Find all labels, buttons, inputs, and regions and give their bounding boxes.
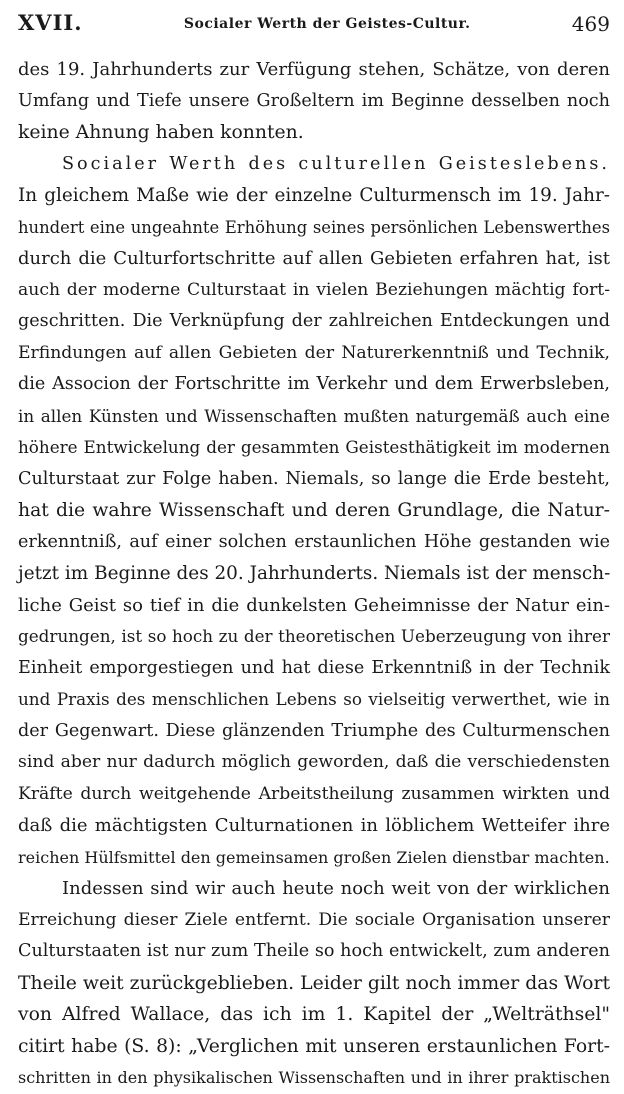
- text-line: von Alfred Wallace, das ich im 1. Kapitel der „Welträthsel": [18, 1004, 610, 1025]
- running-head: [18, 10, 610, 44]
- text-line: sind aber nur dadurch möglich geworden, daß die verschiedensten: [18, 752, 610, 772]
- text-line: durch die Culturfortschritte auf allen Gebieten erfahren hat, ist: [18, 248, 610, 269]
- text-line: Kräfte durch weitgehende Arbeitstheilung zusammen wirkten und: [18, 783, 610, 804]
- running-title: Socialer Werth der Geistes-Cultur.: [183, 16, 471, 32]
- text-line: Einheit emporgestiegen und hat diese Erkenntniß in der Technik: [18, 657, 610, 678]
- text-line: reichen Hülfsmittel den gemeinsamen großen Zielen dienstbar machten.: [18, 847, 610, 867]
- page-number: 469: [571, 12, 610, 36]
- text-line: und Praxis des menschlichen Lebens so vielseitig verwerthet, wie in: [18, 689, 610, 709]
- text-line: Indessen sind wir auch heute noch weit von der wirklichen: [62, 878, 610, 899]
- text-line: Erreichung dieser Ziele entfernt. Die sociale Organisation unserer: [18, 909, 610, 930]
- text-line: Theile weit zurückgeblieben. Leider gilt noch immer das Wort: [18, 972, 610, 994]
- text-line: Culturstaat zur Folge haben. Niemals, so lange die Erde besteht,: [18, 468, 610, 489]
- text-line: auch der moderne Culturstaat in vielen Beziehungen mächtig fort-: [18, 279, 610, 300]
- text-line: hundert eine ungeahnte Erhöhung seines persönlichen Lebenswerthes: [18, 217, 610, 237]
- text-line: der Gegenwart. Diese glänzenden Triumphe des Culturmenschen: [18, 720, 610, 741]
- text-line: Erfindungen auf allen Gebieten der Naturerkenntniß und Technik,: [18, 342, 610, 363]
- text-line: schritten in den physikalischen Wissenschaften und in ihrer praktischen: [18, 1068, 610, 1087]
- body-text: [18, 54, 610, 1094]
- chapter-number: XVII.: [18, 10, 83, 35]
- text-line: hat die wahre Wissenschaft und deren Grundlage, die Natur-: [18, 500, 610, 521]
- text-line: geschritten. Die Verknüpfung der zahlreichen Entdeckungen und: [18, 311, 610, 331]
- text-line: gedrungen, ist so hoch zu der theoretischen Ueberzeugung von ihrer: [18, 626, 610, 646]
- text-line: Culturstaaten ist nur zum Theile so hoch entwickelt, zum anderen: [18, 941, 610, 961]
- text-line: daß die mächtigsten Culturnationen in löblichem Wetteifer ihre: [18, 815, 610, 836]
- text-line: die Associon der Fortschritte im Verkehr und dem Erwerbsleben,: [18, 374, 610, 394]
- text-line: jetzt im Beginne des 20. Jahrhunderts. Niemals ist der mensch-: [18, 563, 611, 584]
- text-line: des 19. Jahrhunderts zur Verfügung stehen, Schätze, von deren: [18, 59, 610, 80]
- text-line: in allen Künsten und Wissenschaften mußten naturgemäß auch eine: [18, 405, 610, 426]
- text-line: höhere Entwickelung der gesammten Geistesthätigkeit im modernen: [18, 437, 610, 457]
- text-line: erkenntniß, auf einer solchen erstaunlichen Höhe gestanden wie: [18, 531, 610, 552]
- text-line: citirt habe (S. 8): „Verglichen mit unseren erstaunlichen Fort-: [18, 1035, 610, 1057]
- text-line: liche Geist so tief in die dunkelsten Geheimnisse der Natur ein-: [18, 594, 610, 616]
- text-line: Umfang und Tiefe unsere Großeltern im Beginne desselben noch: [18, 90, 610, 111]
- text-line: In gleichem Maße wie der einzelne Culturmensch im 19. Jahr-: [18, 185, 610, 206]
- text-line: Socialer Werth des culturellen Geisteslebens.: [62, 153, 610, 174]
- text-line: keine Ahnung haben konnten.: [18, 122, 304, 143]
